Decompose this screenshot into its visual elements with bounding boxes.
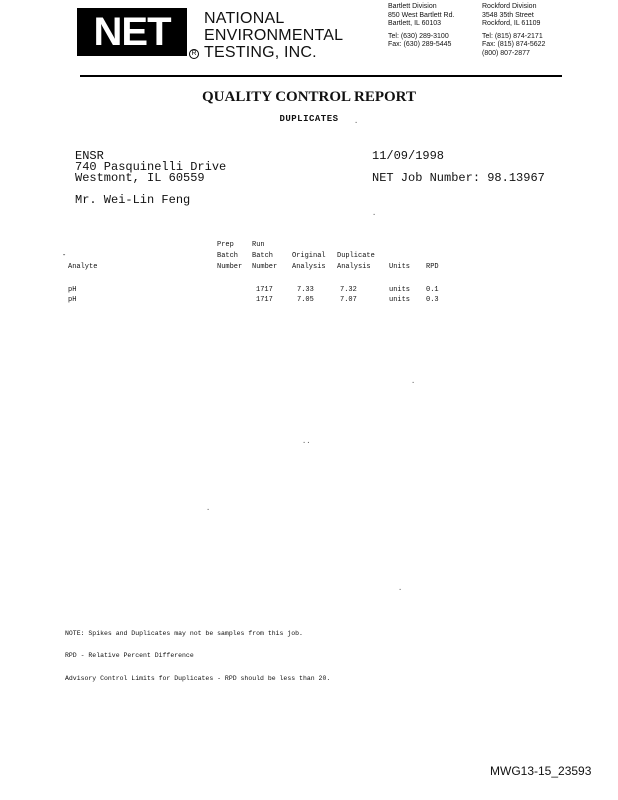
- header-units: Units: [389, 263, 411, 271]
- cell-duplicate: 7.32: [340, 286, 357, 294]
- bartlett-division-tel: Tel: (630) 289-3100: [388, 32, 449, 40]
- header-original-line2: Analysis: [292, 263, 326, 271]
- note-spikes-duplicates: NOTE: Spikes and Duplicates may not be samples from this job.: [65, 630, 303, 637]
- company-name-line1: NATIONAL: [204, 10, 285, 27]
- scan-speck: .: [206, 505, 211, 513]
- scan-speck: -: [62, 252, 67, 260]
- rockford-division-city: Rockford, IL 61109: [482, 20, 541, 28]
- scan-speck: .: [398, 585, 403, 593]
- cell-units: units: [389, 286, 411, 294]
- report-subtitle: DUPLICATES: [279, 114, 339, 124]
- header-run-batch-line2: Batch: [252, 252, 274, 260]
- rockford-division-address: [482, 3, 545, 59]
- header-prep-batch-line1: Prep: [217, 241, 234, 249]
- rockford-division-name: Rockford Division: [482, 3, 537, 10]
- client-name: ENSR: [75, 149, 104, 163]
- header-run-batch: [252, 240, 277, 273]
- note-rpd-definition: RPD - Relative Percent Difference: [65, 652, 194, 659]
- bartlett-division-fax: Fax: (630) 289-5445: [388, 41, 452, 49]
- job-number-label: NET Job Number:: [372, 171, 481, 185]
- header-duplicate-line2: Analysis: [337, 263, 371, 271]
- rockford-division-phone2: (800) 807-2877: [482, 49, 530, 57]
- company-logo: NET: [77, 8, 187, 56]
- cell-analyte: pH: [68, 286, 77, 294]
- report-date: 11/09/1998: [372, 149, 445, 163]
- header-analyte: Analyte: [68, 263, 98, 271]
- company-name-line3: TESTING, INC.: [204, 44, 317, 61]
- registered-mark: R: [189, 49, 199, 59]
- header-original-line1: Original: [292, 252, 326, 260]
- bartlett-division-city: Bartlett, IL 60103: [388, 20, 442, 28]
- header-run-batch-line1: Run: [252, 241, 265, 249]
- company-name-line2: ENVIRONMENTAL: [204, 27, 344, 44]
- header-duplicate: [337, 251, 375, 273]
- header-original: [292, 251, 326, 273]
- client-street: 740 Pasquinelli Drive: [75, 160, 227, 174]
- letterhead-divider: [80, 75, 562, 77]
- rockford-division-fax: Fax: (815) 874-5622: [482, 41, 546, 49]
- header-prep-batch-line3: Number: [217, 263, 243, 271]
- cell-run-batch: 1717: [256, 286, 273, 294]
- cell-rpd: 0.1: [426, 286, 439, 294]
- cell-run-batch: 1717: [256, 296, 273, 304]
- cell-original: 7.33: [297, 286, 314, 294]
- scan-speck: ..: [302, 438, 311, 446]
- header-rpd: RPD: [426, 263, 439, 271]
- rockford-division-tel: Tel: (815) 874-2171: [482, 32, 543, 40]
- job-number-line: [372, 172, 545, 184]
- client-city: Westmont, IL 60559: [75, 171, 205, 185]
- client-contact: Mr. Wei-Lin Feng: [75, 193, 191, 207]
- bartlett-division-street: 850 West Bartlett Rd.: [388, 11, 455, 19]
- header-prep-batch-line2: Batch: [217, 252, 239, 260]
- scan-speck: .: [354, 118, 359, 126]
- header-prep-batch: [217, 240, 242, 273]
- cell-units: units: [389, 296, 411, 304]
- scan-speck: .: [372, 210, 377, 218]
- table-row: [0, 286, 618, 296]
- cell-duplicate: 7.07: [340, 296, 357, 304]
- cell-original: 7.05: [297, 296, 314, 304]
- header-duplicate-line1: Duplicate: [337, 252, 375, 260]
- cell-rpd: 0.3: [426, 296, 439, 304]
- note-advisory-limits: Advisory Control Limits for Duplicates - RPD should be less than 20.: [65, 675, 331, 682]
- header-run-batch-line3: Number: [252, 263, 278, 271]
- bartlett-division-address: [388, 3, 454, 50]
- scan-speck: .: [411, 378, 416, 386]
- document-id: MWG13-15_23593: [490, 764, 592, 778]
- bartlett-division-name: Bartlett Division: [388, 3, 437, 10]
- report-title: QUALITY CONTROL REPORT: [202, 89, 416, 105]
- job-number-value: 98.13967: [487, 171, 545, 185]
- cell-analyte: pH: [68, 296, 77, 304]
- table-row: [0, 296, 618, 306]
- rockford-division-street: 3548 35th Street: [482, 11, 534, 19]
